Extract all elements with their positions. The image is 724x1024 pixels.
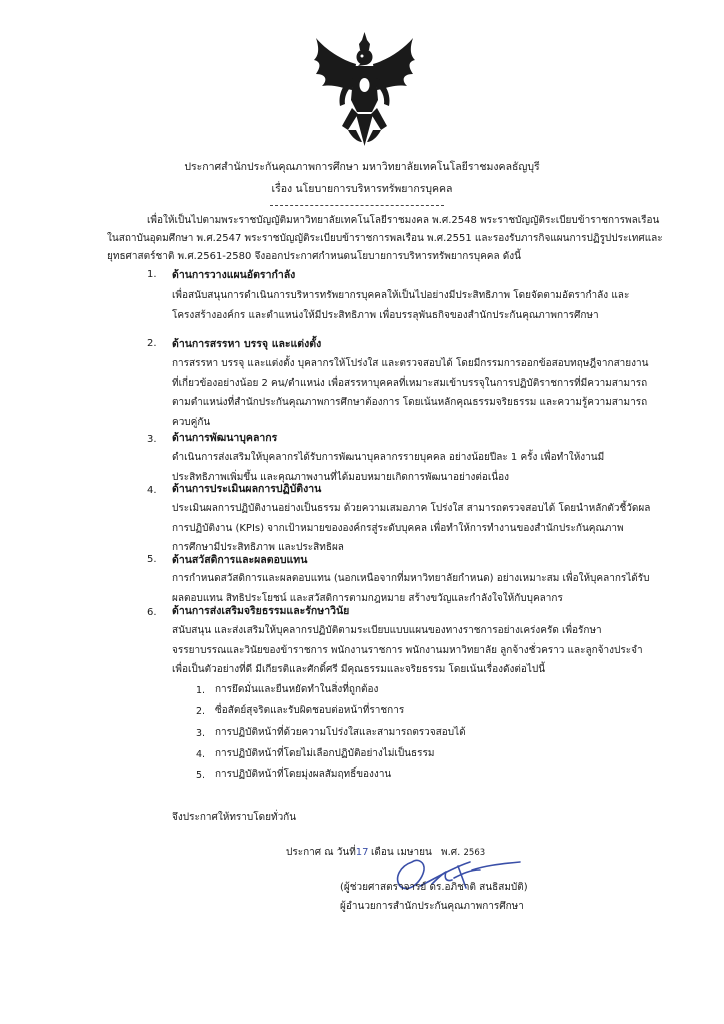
section-title: ด้านการสรรหา บรรจุ และแต่งตั้ง [172, 338, 322, 350]
section-line: เพื่อเป็นตัวอย่างที่ดี มีเกียรติและศักดิ์ศรี มีคุณธรรมและจริยธรรม โดยเน้นเรื่องดังต่อไปนี้ [172, 664, 546, 675]
subitem-text: การปฏิบัติหน้าที่ด้วยความโปร่งใสและสามารถตรวจสอบได้ [215, 727, 466, 738]
intro-paragraph [107, 212, 663, 266]
section-body [172, 499, 650, 558]
section-title: ด้านสวัสดิการและผลตอบแทน [172, 554, 308, 566]
intro-line: ในสถาบันอุดมศึกษา พ.ศ.2547 พระราชบัญญัติระเบียบข้าราชการพลเรือน พ.ศ.2551 และรองรับภารกิจแผนการปฏิรูปประเทศและ [107, 233, 663, 244]
section-line: ประเมินผลการปฏิบัติงานอย่างเป็นธรรม ด้วยความเสมอภาค โปร่งใส สามารถตรวจสอบได้ โดยนำหลักตัวชี้วัดผล [172, 503, 651, 514]
announcement-subject: เรื่อง นโยบายการบริหารทรัพยากรบุคคล [271, 183, 453, 195]
section-line: ผลตอบแทน สิทธิประโยชน์ และสวัสดิการตามกฎหมาย สร้างขวัญและกำลังใจให้กับบุคลากร [172, 592, 563, 604]
announcement-title: ประกาศสำนักประกันคุณภาพการศึกษา มหาวิทยาลัยเทคโนโลยีราชมงคลธัญบุรี [184, 161, 540, 173]
closing-statement: จึงประกาศให้ทราบโดยทั่วกัน [172, 812, 297, 823]
subitem-text: การยึดมั่นและยืนหยัดทำในสิ่งที่ถูกต้อง [215, 684, 379, 695]
date-month: เดือน เมษายน [370, 847, 432, 858]
header-divider [270, 205, 444, 206]
subitem-number: 4. [196, 749, 206, 760]
intro-line: ยุทธศาสตร์ชาติ พ.ศ.2561-2580 จึงออกประกาศกำหนดนโยบายการบริหารทรัพยากรบุคคล ดังนี้ [107, 251, 521, 262]
section-title: ด้านการพัฒนาบุคลากร [172, 432, 278, 444]
signer-name: (ผู้ช่วยศาสตราจารย์ ดร.อภิชาติ สนธิสมบัติ) [340, 882, 528, 893]
section-line: การศึกษามีประสิทธิภาพ และประสิทธิผล [172, 542, 344, 553]
intro-line: เพื่อให้เป็นไปตามพระราชบัญญัติมหาวิทยาลัยเทคโนโลยีราชมงคล พ.ศ.2548 พระราชบัญญัติระเบียบข้าราชการพลเรือน [147, 215, 660, 226]
subitem-text: การปฏิบัติหน้าที่โดยมุ่งผลสัมฤทธิ์ของงาน [215, 769, 392, 780]
section-line: ที่เกี่ยวข้องอย่างน้อย 2 คน/ตำแหน่ง เพื่อสรรหาบุคคลที่เหมาะสมเข้าบรรจุในการปฏิบัติราชการที่มีความสามารถ [172, 377, 648, 389]
section-number: 2. [147, 338, 157, 349]
section-number: 1. [147, 269, 157, 280]
section-line: จรรยาบรรณและวินัยของข้าราชการ พนักงานราชการ พนักงานมหาวิทยาลัย ลูกจ้างชั่วคราว และลูกจ้างประจำ [172, 644, 643, 656]
garuda-emblem-icon [312, 30, 417, 148]
section-line: ตามตำแหน่งที่สำนักประกันคุณภาพการศึกษาต้องการ โดยเน้นหลักคุณธรรมจริยธรรม และความรู้ความสามารถ [172, 397, 648, 408]
section-line: การกำหนดสวัสดิการและผลตอบแทน (นอกเหนือจากที่มหาวิทยาลัยกำหนด) อย่างเหมาะสม เพื่อให้บุคลากรได้รับ [172, 573, 650, 584]
section-title: ด้านการประเมินผลการปฏิบัติงาน [172, 483, 322, 495]
section-number: 6. [147, 607, 157, 618]
section-number: 4. [147, 485, 157, 496]
date-year: 2563 [463, 848, 486, 858]
subitem-text: การปฏิบัติหน้าที่โดยไม่เลือกปฏิบัติอย่างไม่เป็นธรรม [215, 748, 435, 759]
section-number: 3. [147, 434, 157, 445]
date-prefix: ประกาศ ณ วันที่ [286, 847, 356, 858]
date-year-label: พ.ศ. [441, 847, 461, 858]
section-body [172, 621, 643, 680]
section-body [172, 286, 629, 325]
section-line: ควบคู่กัน [172, 416, 211, 428]
subitem-number: 5. [196, 770, 206, 781]
section-line: การปฏิบัติงาน (KPIs) จากเป้าหมายขององค์กรสู่ระดับบุคคล เพื่อทำให้การทำงานของสำนักประกันคุณภาพ [172, 522, 624, 534]
subitem-number: 3. [196, 728, 206, 739]
subitem-text: ซื่อสัตย์สุจริตและรับผิดชอบต่อหน้าที่ราชการ [215, 705, 405, 716]
date-day: 17 [355, 847, 369, 858]
section-title: ด้านการส่งเสริมจริยธรรมและรักษาวินัย [172, 605, 350, 617]
subitem-number: 2. [196, 706, 206, 717]
section-line: เพื่อสนับสนุนการดำเนินการบริหารทรัพยากรบุคคลให้เป็นไปอย่างมีประสิทธิภาพ โดยจัดตามอัตรากำลัง และ [172, 290, 630, 301]
section-line: โครงสร้างองค์กร และตำแหน่งให้มีประสิทธิภาพ เพื่อบรรลุพันธกิจของสำนักประกันคุณภาพการศึกษา [172, 309, 599, 321]
signer-title: ผู้อำนวยการสำนักประกันคุณภาพการศึกษา [340, 901, 524, 912]
section-line: สนับสนุน และส่งเสริมให้บุคลากรปฏิบัติตามระเบียบแบบแผนของทางราชการอย่างเคร่งครัด เพื่อรักษา [172, 625, 602, 636]
section-line: ดำเนินการส่งเสริมให้บุคลากรได้รับการพัฒนาบุคลากรรายบุคคล อย่างน้อยปีละ 1 ครั้ง เพื่อทำให้งานมี [172, 452, 605, 463]
section-body [172, 354, 649, 432]
subitem-number: 1. [196, 685, 206, 696]
section-line: การสรรหา บรรจุ และแต่งตั้ง บุคลากรให้โปร่งใส และตรวจสอบได้ โดยมีกรรมการออกข้อสอบทฤษฎีจากสายงาน [172, 358, 649, 369]
section-line: ประสิทธิภาพเพิ่มขึ้น และคุณภาพงานที่ได้มอบหมายเกิดการพัฒนาอย่างต่อเนื่อง [172, 471, 509, 483]
section-number: 5. [147, 554, 157, 565]
section-title: ด้านการวางแผนอัตรากำลัง [172, 269, 296, 281]
